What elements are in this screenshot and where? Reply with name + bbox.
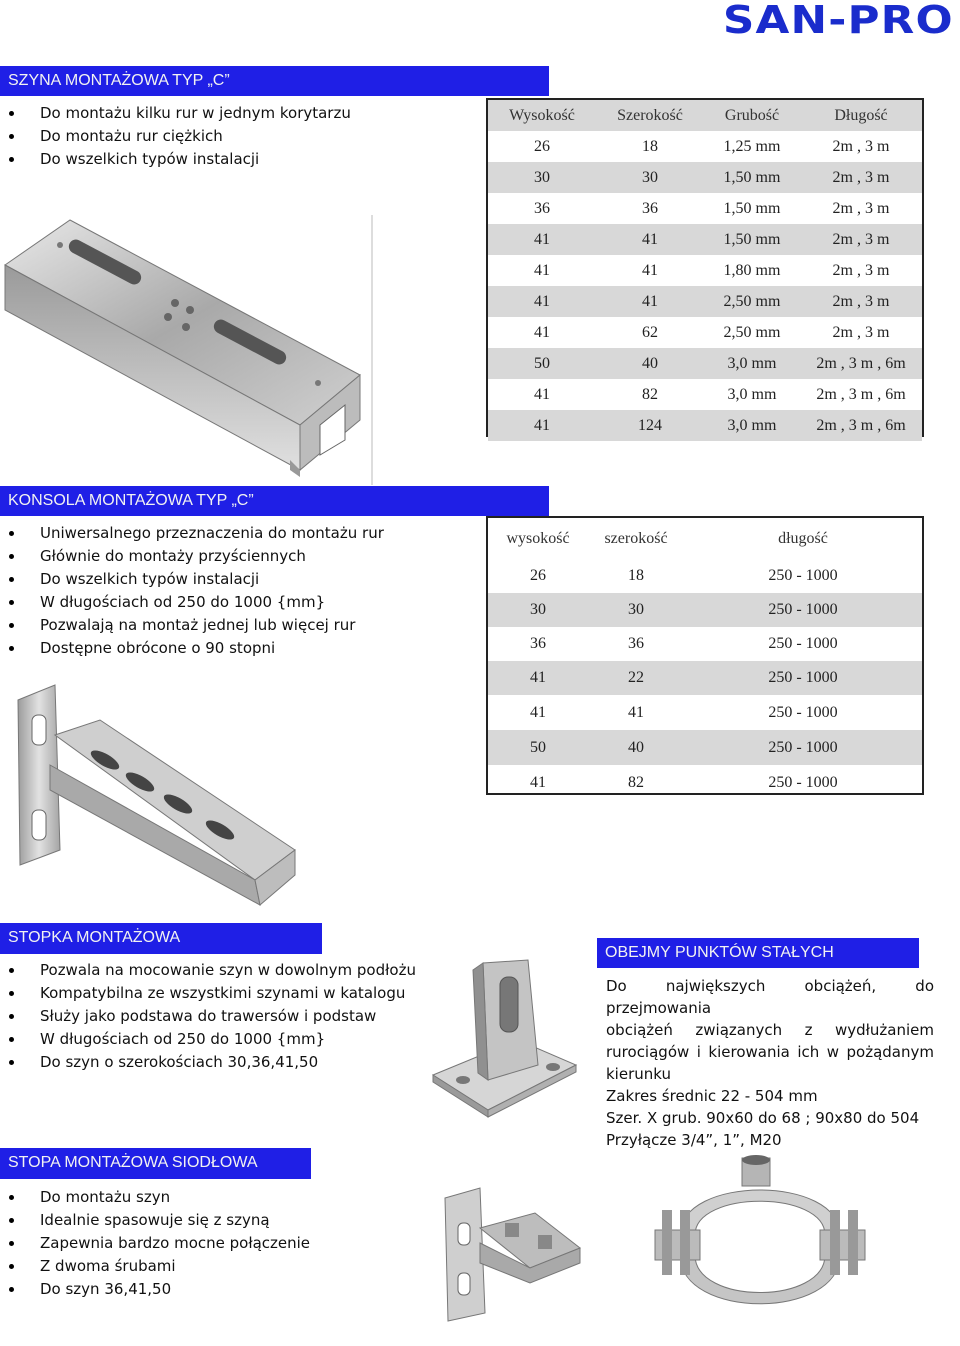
saddle-foot-image (440, 1183, 585, 1323)
cell: 41 (530, 703, 546, 721)
table-row (488, 162, 922, 193)
table-row (488, 730, 922, 765)
cell: 41 (642, 230, 658, 248)
cell: 18 (642, 137, 658, 155)
cell: 30 (628, 601, 644, 618)
cell: 36 (628, 635, 644, 652)
col-header: Szerokość (617, 106, 683, 124)
cell: 1,25 mm (723, 137, 781, 155)
feature-item: Pozwala na mocowanie szyn w dowolnym podłożu (0, 959, 416, 982)
c-rail-features (0, 102, 351, 171)
cell: 41 (534, 261, 550, 279)
description-line: obciążeń związanych z wydłużaniem (606, 1021, 934, 1039)
cell: 41 (642, 261, 658, 279)
description-line: Zakres średnic 22 - 504 mm (606, 1087, 818, 1105)
cell: 2m , 3 m (832, 168, 890, 186)
col-header: wysokość (506, 529, 570, 547)
feature-item: Do szyn o szerokościach 30,36,41,50 (0, 1051, 416, 1074)
feature-item: Z dwoma śrubami (0, 1255, 310, 1278)
san-pro-logo: SAN-PRO (723, 0, 954, 42)
table-row (488, 379, 922, 410)
cell: 36 (534, 199, 550, 217)
section-header-console: KONSOLA MONTAŻOWA TYP „C” (0, 486, 549, 516)
cell: 41 (530, 773, 546, 791)
cell: 36 (642, 199, 658, 217)
saddle-features (0, 1186, 310, 1301)
cell: 62 (642, 323, 658, 341)
table-row (488, 224, 922, 255)
cell: 3,0 mm (727, 354, 777, 372)
cell: 2m , 3 m , 6m (816, 354, 906, 372)
section-header-saddle: STOPA MONTAŻOWA SIODŁOWA (0, 1148, 311, 1179)
cell: 2m , 3 m (832, 137, 890, 155)
cell: 2,50 mm (723, 323, 781, 341)
cell: 41 (534, 230, 550, 248)
console-features (0, 522, 384, 660)
cell: 30 (642, 168, 658, 186)
cell: 41 (534, 292, 550, 310)
console-spec-table (486, 516, 924, 795)
cell: 2,50 mm (723, 292, 781, 310)
c-rail-spec-table (486, 98, 924, 437)
feature-item: Do montażu rur ciężkich (0, 125, 351, 148)
cell: 41 (642, 292, 658, 310)
cell: 41 (534, 323, 550, 341)
cell: 3,0 mm (727, 416, 777, 434)
cell: 22 (628, 669, 644, 686)
description-line: Do największych obciążeń, do przejmowania (606, 977, 934, 1017)
cell: 3,0 mm (727, 385, 777, 403)
feature-item: Do wszelkich typów instalacji (0, 568, 384, 591)
table-row (488, 559, 922, 593)
feature-item: Pozwalają na montaż jednej lub więcej rur (0, 614, 384, 637)
table-row (488, 661, 922, 695)
cell: 50 (534, 354, 550, 372)
feature-item: Dostępne obrócone o 90 stopni (0, 637, 384, 660)
feature-item: Do montażu kilku rur w jednym korytarzu (0, 102, 351, 125)
col-header: Grubość (724, 106, 780, 124)
cell: 250 - 1000 (768, 567, 838, 584)
cell: 1,80 mm (723, 261, 781, 279)
feature-item: Kompatybilna ze wszystkimi szynami w katalogu (0, 982, 416, 1005)
cell: 40 (628, 738, 644, 756)
foot-image (428, 955, 583, 1120)
table-row (488, 627, 922, 661)
table-row (488, 131, 922, 162)
description-line: rurociągów i kierowania ich w pożądanym (606, 1043, 934, 1061)
cell: 82 (628, 773, 644, 791)
col-header: szerokość (604, 529, 668, 547)
cell: 1,50 mm (723, 168, 781, 186)
feature-item: Uniwersalnego przeznaczenia do montażu rur (0, 522, 384, 545)
feature-item: Zapewnia bardzo mocne połączenie (0, 1232, 310, 1255)
cell: 1,50 mm (723, 199, 781, 217)
console-image (10, 680, 310, 910)
table-row (488, 765, 922, 800)
cell: 250 - 1000 (768, 669, 838, 686)
cell: 250 - 1000 (768, 601, 838, 618)
feature-item: Do szyn 36,41,50 (0, 1278, 310, 1301)
cell: 2m , 3 m , 6m (816, 385, 906, 403)
cell: 50 (530, 738, 546, 756)
cell: 2m , 3 m (832, 199, 890, 217)
description-line: Przyłącze 3/4”, 1”, M20 (606, 1131, 782, 1149)
feature-item: Głównie do montaży przyściennych (0, 545, 384, 568)
cell: 124 (638, 416, 662, 434)
table-row (488, 593, 922, 627)
table-row (488, 193, 922, 224)
cell: 30 (534, 168, 550, 186)
table-row (488, 286, 922, 317)
pipe-clamp-image (650, 1150, 910, 1340)
cell: 1,50 mm (723, 230, 781, 248)
cell: 2m , 3 m (832, 261, 890, 279)
cell: 26 (534, 137, 550, 155)
cell: 250 - 1000 (768, 738, 838, 756)
col-header: Długość (834, 106, 888, 124)
feature-item: W długościach od 250 do 1000 {mm} (0, 591, 384, 614)
col-header: Wysokość (509, 106, 575, 124)
col-header: długość (778, 529, 828, 547)
c-rail-image (0, 215, 380, 485)
table-row (488, 695, 922, 730)
cell: 18 (628, 567, 644, 584)
section-header-clamps: OBEJMY PUNKTÓW STAŁYCH (597, 938, 919, 968)
feature-item: W długościach od 250 do 1000 {mm} (0, 1028, 416, 1051)
cell: 41 (534, 416, 550, 434)
feature-item: Idealnie spasowuje się z szyną (0, 1209, 310, 1232)
description-line: Szer. X grub. 90x60 do 68 ; 90x80 do 504 (606, 1109, 920, 1127)
cell: 40 (642, 354, 658, 372)
section-header-c-rail: SZYNA MONTAŻOWA TYP „C” (0, 66, 549, 96)
cell: 41 (628, 703, 644, 721)
cell: 36 (530, 635, 546, 652)
cell: 2m , 3 m (832, 323, 890, 341)
cell: 2m , 3 m , 6m (816, 416, 906, 434)
cell: 82 (642, 385, 658, 403)
cell: 26 (530, 567, 546, 584)
cell: 41 (530, 669, 546, 686)
foot-features (0, 959, 416, 1074)
table-row (488, 348, 922, 379)
feature-item: Służy jako podstawa do trawersów i podstaw (0, 1005, 416, 1028)
table-row (488, 410, 922, 441)
clamps-description (606, 975, 934, 1151)
cell: 250 - 1000 (768, 773, 838, 791)
table-row (488, 317, 922, 348)
feature-item: Do montażu szyn (0, 1186, 310, 1209)
cell: 250 - 1000 (768, 635, 838, 652)
cell: 41 (534, 385, 550, 403)
feature-item: Do wszelkich typów instalacji (0, 148, 351, 171)
cell: 2m , 3 m (832, 230, 890, 248)
section-header-foot: STOPKA MONTAŻOWA (0, 923, 322, 954)
cell: 250 - 1000 (768, 703, 838, 721)
cell: 2m , 3 m (832, 292, 890, 310)
cell: 30 (530, 601, 546, 618)
description-line: kierunku (606, 1065, 671, 1083)
table-row (488, 255, 922, 286)
